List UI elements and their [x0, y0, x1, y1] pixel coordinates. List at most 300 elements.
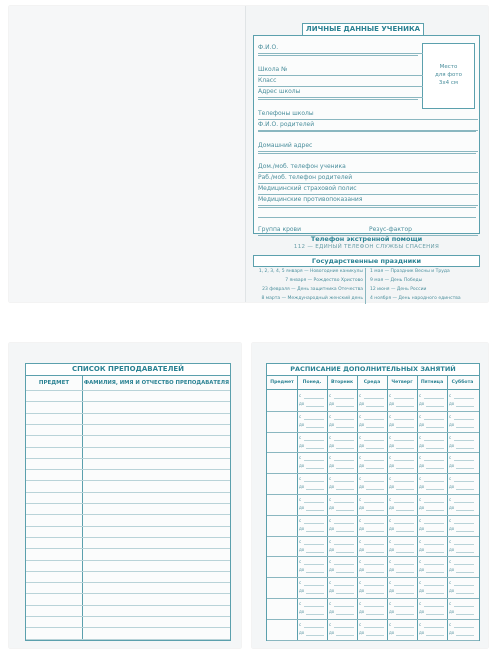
- time-from: с: [329, 621, 332, 627]
- time-to: до: [389, 505, 395, 510]
- time-line: [336, 448, 354, 449]
- table-row-line: [26, 627, 230, 628]
- col-subject-header: ПРЕДМЕТ: [38, 380, 70, 386]
- time-line: [396, 593, 414, 594]
- time-from: с: [359, 538, 362, 544]
- field-line: [258, 53, 423, 54]
- field-line: [258, 151, 478, 152]
- time-to: до: [449, 505, 455, 510]
- time-to: до: [389, 546, 395, 552]
- time-to: до: [419, 442, 425, 448]
- table-row-line: [26, 447, 230, 448]
- time-line: [366, 489, 384, 490]
- time-from: с: [449, 580, 452, 586]
- field-label: Медицинские противопоказания: [258, 196, 363, 203]
- time-to: до: [359, 505, 365, 510]
- holidays-title: Государственные праздники: [253, 255, 480, 267]
- student-data-title: ЛИЧНЫЕ ДАННЫЕ УЧЕНИКА: [302, 23, 424, 36]
- time-line: [426, 448, 444, 449]
- schedule-col-divider: [417, 376, 418, 640]
- time-line: [454, 502, 474, 503]
- time-line: [454, 440, 474, 441]
- time-from: с: [359, 580, 362, 586]
- time-line: [424, 564, 444, 565]
- time-to: до: [419, 567, 425, 573]
- time-line: [334, 627, 354, 628]
- time-to: до: [389, 567, 395, 573]
- time-line: [394, 564, 414, 565]
- time-line: [456, 552, 474, 553]
- field-label: Телефоны школы: [258, 110, 314, 117]
- field-label-rh: Резус-фактор: [369, 226, 412, 233]
- time-line: [304, 398, 324, 399]
- holiday-left: 7 января — Рождество Христово: [285, 278, 363, 283]
- time-line: [304, 419, 324, 420]
- table-row-line: [26, 514, 230, 515]
- time-to: до: [449, 609, 455, 614]
- table-row-line: [26, 480, 230, 481]
- time-line: [366, 635, 384, 636]
- time-from: с: [299, 559, 302, 565]
- holiday-right: 4 ноября — День народного единства: [370, 296, 461, 301]
- time-from: с: [419, 538, 422, 544]
- time-line: [396, 572, 414, 573]
- table-row-line: [26, 458, 230, 459]
- time-from: с: [359, 476, 362, 482]
- time-line: [306, 510, 324, 511]
- schedule-row-line: [267, 640, 479, 641]
- time-line: [306, 593, 324, 594]
- table-row-line: [26, 560, 230, 561]
- time-line: [426, 531, 444, 532]
- time-line: [426, 468, 444, 469]
- time-to: до: [449, 401, 455, 406]
- time-from: с: [329, 580, 332, 586]
- time-line: [304, 440, 324, 441]
- time-from: с: [329, 476, 332, 482]
- time-to: до: [299, 588, 305, 594]
- time-to: до: [299, 421, 305, 427]
- time-line: [304, 627, 324, 628]
- time-line: [334, 544, 354, 545]
- time-to: до: [449, 421, 455, 427]
- emergency-title: Телефон экстренной помощи: [310, 235, 423, 243]
- table-row-line: [26, 616, 230, 617]
- photo-label-1: Место: [439, 64, 458, 70]
- schedule-row-line: [267, 577, 479, 578]
- time-line: [456, 572, 474, 573]
- field-line: [258, 183, 478, 184]
- time-to: до: [299, 567, 305, 573]
- time-to: до: [449, 567, 455, 573]
- time-line: [366, 593, 384, 594]
- time-line: [424, 544, 444, 545]
- time-from: с: [389, 497, 392, 502]
- time-from: с: [449, 434, 452, 440]
- time-line: [306, 489, 324, 490]
- time-from: с: [299, 601, 302, 606]
- time-line: [454, 481, 474, 482]
- schedule-row-line: [267, 494, 479, 495]
- time-line: [366, 448, 384, 449]
- time-line: [364, 544, 384, 545]
- time-line: [306, 448, 324, 449]
- time-to: до: [419, 525, 425, 531]
- time-line: [424, 440, 444, 441]
- time-from: с: [359, 517, 362, 523]
- holidays-divider: [365, 268, 366, 304]
- time-from: с: [299, 621, 302, 627]
- time-from: с: [299, 497, 302, 502]
- time-from: с: [449, 476, 452, 482]
- time-line: [396, 468, 414, 469]
- field-line: [258, 172, 478, 173]
- time-line: [424, 585, 444, 586]
- time-line: [456, 593, 474, 594]
- time-line: [454, 627, 474, 628]
- time-line: [426, 635, 444, 636]
- time-line: [304, 544, 324, 545]
- holiday-right: 12 июня — День России: [370, 287, 427, 292]
- time-from: с: [359, 413, 362, 419]
- time-line: [396, 531, 414, 532]
- time-from: с: [389, 393, 392, 398]
- time-to: до: [329, 442, 335, 448]
- time-from: с: [389, 455, 392, 461]
- time-line: [366, 614, 384, 615]
- time-from: с: [299, 580, 302, 586]
- time-from: с: [449, 559, 452, 565]
- table-row-line: [26, 469, 230, 470]
- time-line: [336, 510, 354, 511]
- time-to: до: [419, 484, 425, 490]
- time-to: до: [329, 609, 335, 614]
- time-line: [394, 460, 414, 461]
- time-line: [394, 398, 414, 399]
- time-from: с: [359, 601, 362, 606]
- time-from: с: [449, 601, 452, 606]
- schedule-col-header: Четверг: [391, 380, 413, 385]
- table-row-line: [26, 582, 230, 583]
- time-line: [334, 460, 354, 461]
- emergency-text: 112 — ЕДИНЫЙ ТЕЛЕФОН СЛУЖБЫ СПАСЕНИЯ: [293, 244, 440, 250]
- time-from: с: [419, 580, 422, 586]
- time-from: с: [419, 517, 422, 523]
- time-line: [334, 502, 354, 503]
- time-from: с: [449, 413, 452, 419]
- time-from: с: [359, 455, 362, 461]
- time-to: до: [299, 525, 305, 531]
- schedule-col-header: Среда: [363, 380, 381, 385]
- time-to: до: [329, 421, 335, 427]
- table-row-line: [26, 401, 230, 402]
- time-to: до: [299, 505, 305, 510]
- field-label: Адрес школы: [258, 88, 301, 95]
- holiday-left: 23 февраля — День защитника Отечества: [262, 287, 363, 292]
- schedule-col-header: Суббота: [451, 380, 474, 385]
- time-line: [334, 585, 354, 586]
- time-to: до: [419, 609, 425, 614]
- time-to: до: [389, 525, 395, 531]
- time-from: с: [419, 455, 422, 461]
- schedule-table: [266, 375, 480, 641]
- time-to: до: [389, 629, 395, 635]
- time-from: с: [449, 393, 452, 398]
- schedule-row-line: [267, 473, 479, 474]
- time-from: с: [389, 538, 392, 544]
- time-to: до: [449, 463, 455, 469]
- time-to: до: [359, 546, 365, 552]
- time-line: [304, 460, 324, 461]
- time-to: до: [449, 525, 455, 531]
- time-from: с: [419, 434, 422, 440]
- time-to: до: [419, 546, 425, 552]
- time-line: [396, 427, 414, 428]
- schedule-col-divider: [297, 376, 298, 640]
- table-row-line: [26, 537, 230, 538]
- time-line: [364, 502, 384, 503]
- holiday-left: 8 марта — Международный женский день: [261, 296, 363, 301]
- time-line: [366, 406, 384, 407]
- time-to: до: [449, 629, 455, 635]
- time-line: [456, 427, 474, 428]
- col-name-header: ФАМИЛИЯ, ИМЯ И ОТЧЕСТВО ПРЕПОДАВАТЕЛЯ: [83, 380, 230, 386]
- time-to: до: [299, 401, 305, 406]
- table-row-line: [26, 593, 230, 594]
- time-line: [336, 635, 354, 636]
- time-from: с: [449, 455, 452, 461]
- time-line: [426, 510, 444, 511]
- time-to: до: [359, 567, 365, 573]
- column-divider: [82, 376, 83, 640]
- time-line: [426, 489, 444, 490]
- time-from: с: [329, 559, 332, 565]
- time-to: до: [419, 463, 425, 469]
- time-line: [334, 398, 354, 399]
- time-line: [394, 585, 414, 586]
- time-line: [396, 635, 414, 636]
- time-to: до: [359, 609, 365, 614]
- time-from: с: [299, 393, 302, 398]
- time-line: [366, 531, 384, 532]
- time-line: [304, 481, 324, 482]
- time-to: до: [329, 567, 335, 573]
- table-row-line: [26, 639, 230, 640]
- time-from: с: [389, 434, 392, 440]
- time-line: [336, 552, 354, 553]
- holiday-right: 9 мая — День Победы: [370, 278, 423, 283]
- time-from: с: [449, 497, 452, 502]
- schedule-col-header: Вторник: [330, 380, 354, 385]
- time-line: [454, 419, 474, 420]
- time-from: с: [329, 393, 332, 398]
- time-line: [334, 440, 354, 441]
- time-line: [306, 572, 324, 573]
- time-from: с: [329, 413, 332, 419]
- time-to: до: [299, 442, 305, 448]
- time-line: [396, 448, 414, 449]
- schedule-page: [252, 343, 488, 648]
- blank-line: [258, 99, 418, 100]
- time-from: с: [389, 621, 392, 627]
- time-line: [334, 419, 354, 420]
- holiday-right: 1 мая — Праздник Весны и Труда: [370, 269, 450, 274]
- field-line: [258, 86, 423, 87]
- blank-line: [258, 55, 418, 56]
- time-line: [304, 585, 324, 586]
- time-from: с: [329, 434, 332, 440]
- schedule-row-line: [267, 536, 479, 537]
- field-label: Раб./моб. телефон родителей: [258, 174, 353, 181]
- table-row-line: [26, 503, 230, 504]
- time-from: с: [449, 538, 452, 544]
- table-row-line: [26, 424, 230, 425]
- time-line: [426, 614, 444, 615]
- table-row-line: [26, 526, 230, 527]
- time-line: [424, 606, 444, 607]
- time-line: [334, 481, 354, 482]
- time-from: с: [419, 497, 422, 502]
- time-line: [336, 468, 354, 469]
- time-to: до: [419, 588, 425, 594]
- schedule-col-header: Пятница: [420, 380, 444, 385]
- time-line: [454, 564, 474, 565]
- time-to: до: [329, 463, 335, 469]
- schedule-title: РАСПИСАНИЕ ДОПОЛНИТЕЛЬНЫХ ЗАНЯТИЙ: [266, 363, 480, 376]
- time-line: [364, 419, 384, 420]
- time-line: [364, 481, 384, 482]
- field-label: Домашний адрес: [258, 142, 313, 149]
- page-spine: [245, 6, 246, 302]
- time-to: до: [389, 401, 395, 406]
- time-line: [456, 489, 474, 490]
- schedule-col-divider: [387, 376, 388, 640]
- time-from: с: [299, 517, 302, 523]
- time-from: с: [329, 538, 332, 544]
- time-from: с: [389, 476, 392, 482]
- time-to: до: [299, 546, 305, 552]
- time-line: [364, 523, 384, 524]
- time-from: с: [329, 455, 332, 461]
- time-from: с: [419, 393, 422, 398]
- time-to: до: [359, 629, 365, 635]
- table-row-line: [26, 571, 230, 572]
- time-line: [304, 523, 324, 524]
- time-line: [364, 606, 384, 607]
- time-line: [456, 614, 474, 615]
- time-from: с: [359, 497, 362, 502]
- time-from: с: [449, 517, 452, 523]
- time-from: с: [359, 393, 362, 398]
- time-line: [394, 419, 414, 420]
- time-line: [456, 635, 474, 636]
- time-to: до: [389, 421, 395, 427]
- time-from: с: [299, 538, 302, 544]
- time-line: [334, 606, 354, 607]
- time-to: до: [449, 546, 455, 552]
- time-to: до: [359, 588, 365, 594]
- time-line: [426, 406, 444, 407]
- schedule-row-line: [267, 452, 479, 453]
- schedule-row-line: [267, 619, 479, 620]
- teachers-page: [9, 343, 241, 648]
- time-line: [334, 564, 354, 565]
- time-line: [394, 606, 414, 607]
- time-to: до: [299, 484, 305, 490]
- time-from: с: [389, 517, 392, 523]
- time-line: [306, 614, 324, 615]
- time-line: [456, 531, 474, 532]
- time-line: [394, 523, 414, 524]
- time-line: [426, 572, 444, 573]
- table-row-line: [26, 413, 230, 414]
- time-line: [456, 468, 474, 469]
- table-row-line: [26, 605, 230, 606]
- time-line: [424, 419, 444, 420]
- time-line: [364, 564, 384, 565]
- time-line: [336, 531, 354, 532]
- time-line: [454, 460, 474, 461]
- time-line: [366, 572, 384, 573]
- time-line: [424, 460, 444, 461]
- field-label: Дом./моб. телефон ученика: [258, 163, 346, 170]
- time-from: с: [419, 476, 422, 482]
- time-line: [394, 502, 414, 503]
- schedule-row-line: [267, 515, 479, 516]
- time-line: [424, 627, 444, 628]
- time-from: с: [359, 559, 362, 565]
- time-line: [454, 606, 474, 607]
- field-line: [258, 75, 423, 76]
- table-row-line: [26, 492, 230, 493]
- time-line: [306, 427, 324, 428]
- time-from: с: [389, 559, 392, 565]
- time-from: с: [419, 559, 422, 565]
- time-line: [424, 523, 444, 524]
- holiday-left: 1, 2, 3, 4, 5 января — Новогодние каникулы: [258, 269, 363, 274]
- time-line: [424, 502, 444, 503]
- schedule-col-header: Предмет: [270, 380, 294, 385]
- time-line: [334, 523, 354, 524]
- time-to: до: [419, 421, 425, 427]
- time-from: с: [389, 580, 392, 586]
- time-line: [396, 614, 414, 615]
- time-line: [426, 593, 444, 594]
- time-line: [306, 406, 324, 407]
- teachers-table: [25, 375, 231, 641]
- photo-label-3: 3х4 см: [438, 80, 459, 86]
- time-to: до: [299, 629, 305, 635]
- time-from: с: [419, 601, 422, 606]
- time-to: до: [419, 401, 425, 406]
- time-to: до: [419, 629, 425, 635]
- schedule-col-divider: [447, 376, 448, 640]
- blank-line: [258, 153, 476, 154]
- time-line: [454, 544, 474, 545]
- time-line: [364, 440, 384, 441]
- time-line: [366, 552, 384, 553]
- time-to: до: [389, 442, 395, 448]
- time-line: [394, 440, 414, 441]
- student-data-spread: [9, 6, 488, 302]
- time-line: [456, 510, 474, 511]
- teachers-title: СПИСОК ПРЕПОДАВАТЕЛЕЙ: [25, 363, 231, 376]
- time-line: [366, 468, 384, 469]
- time-line: [364, 627, 384, 628]
- time-line: [396, 510, 414, 511]
- time-to: до: [329, 588, 335, 594]
- time-to: до: [299, 463, 305, 469]
